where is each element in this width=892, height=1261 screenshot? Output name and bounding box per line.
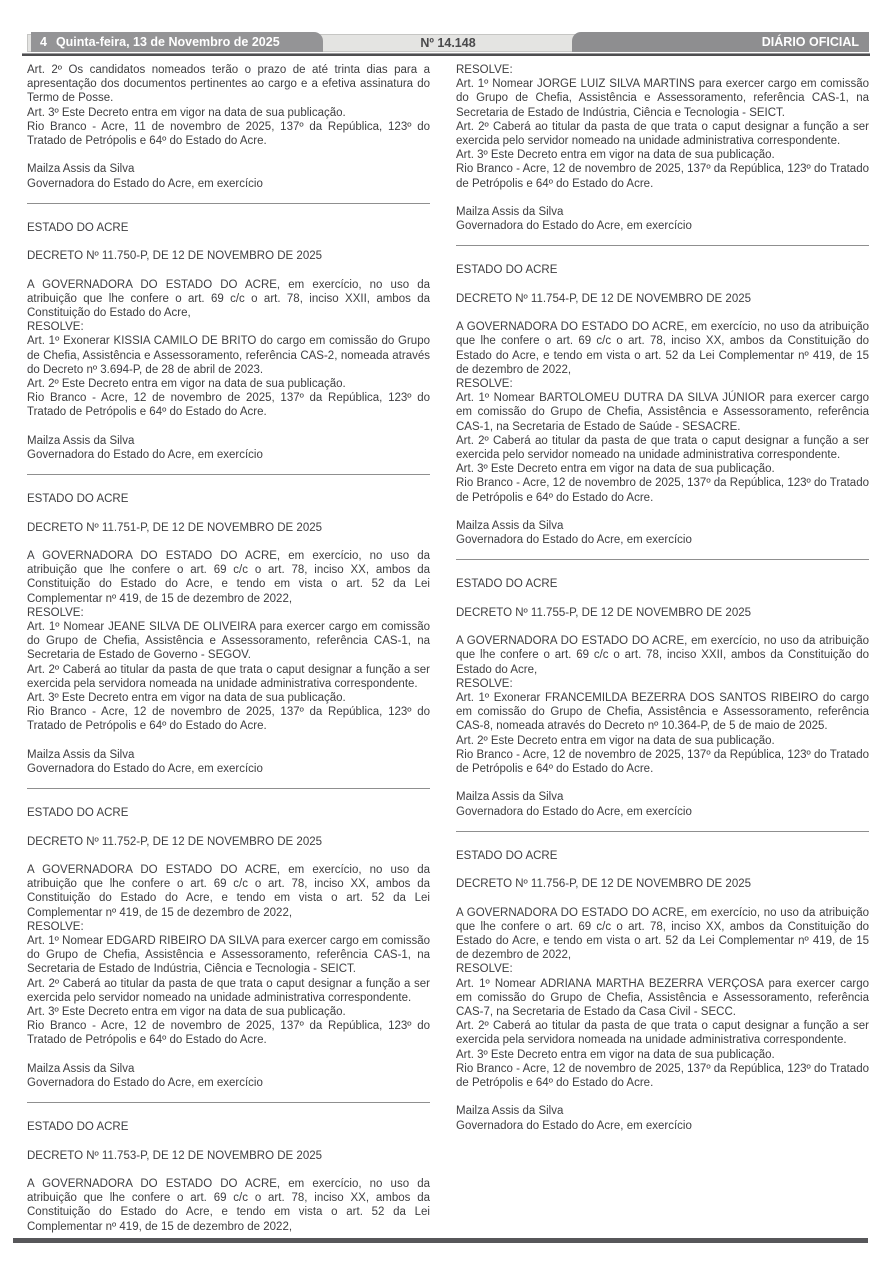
paragraph: RESOLVE: (456, 378, 513, 391)
paragraph: Art. 2º Caberá ao titular da pasta de que trata o caput designar a função a ser exercida pelo servidor nomeado na unidade administrativa correspondente. (27, 977, 430, 1004)
paragraph: Mailza Assis da Silva (456, 791, 564, 804)
paragraph-gap (27, 1134, 430, 1148)
paragraph: A GOVERNADORA DO ESTADO DO ACRE, em exercício, no uso da atribuição que lhe confere o art. 69 c/c o art. 78, inciso XXII, ambos da Constituição do Estado do Acre, (27, 278, 430, 319)
paragraph: ESTADO DO ACRE (456, 578, 558, 591)
content-columns (27, 63, 869, 1234)
paragraph: Art. 2º Caberá ao titular da pasta de que trata o caput designar a função a ser exercida pela servidora nomeada na unidade administrativa correspondente. (27, 663, 430, 690)
paragraph: RESOLVE: (456, 963, 513, 976)
paragraph: Art. 3º Este Decreto entra em vigor na data de sua publicação. (456, 1048, 775, 1061)
paragraph: DECRETO Nº 11.756-P, DE 12 DE NOVEMBRO DE 2025 (456, 878, 752, 891)
paragraph-gap (456, 306, 869, 320)
paragraph-gap (27, 506, 430, 520)
paragraph: A GOVERNADORA DO ESTADO DO ACRE, em exercício, no uso da atribuição que lhe confere o art. 69 c/c o art. 78, inciso XX, ambos da Constituição do Estado do Acre, e tendo em vista o art. 52 da Lei Complementar nº 419, de 15 de dezembro de 2022, (456, 906, 869, 962)
paragraph: ESTADO DO ACRE (27, 1121, 129, 1134)
paragraph: Mailza Assis da Silva (27, 1062, 135, 1075)
paragraph: Art. 3º Este Decreto entra em vigor na data de sua publicação. (456, 463, 775, 476)
paragraph: Governadora do Estado do Acre, em exercício (27, 763, 263, 776)
paragraph-gap (456, 1090, 869, 1104)
paragraph: RESOLVE: (27, 606, 84, 619)
paragraph: Rio Branco - Acre, 11 de novembro de 2025, 137º da República, 123º do Tratado de Petrópolis e 64º do Estado do Acre. (27, 120, 430, 148)
paragraph: Rio Branco - Acre, 12 de novembro de 2025, 137º da República, 123º do Tratado de Petrópolis e 64º do Estado do Acre. (27, 392, 430, 419)
paragraph: Art. 2º Os candidatos nomeados terão o prazo de até trinta dias para a apresentação dos documentos pertinentes ao cargo e a efetiva assinatura do Termo de Posse. (27, 64, 430, 105)
paragraph-gap (27, 263, 430, 277)
footer-rule (13, 1238, 868, 1243)
paragraph: RESOLVE: (27, 920, 84, 933)
paragraph: Rio Branco - Acre, 12 de novembro de 2025, 137º da República, 123º do Tratado de Petrópolis e 64º do Estado do Acre. (456, 163, 869, 190)
paragraph-gap (456, 278, 869, 292)
paragraph-gap (27, 849, 430, 863)
paragraph: RESOLVE: (456, 64, 513, 76)
paragraph: ESTADO DO ACRE (456, 849, 558, 862)
paragraph-gap (456, 776, 869, 790)
paragraph: Mailza Assis da Silva (456, 206, 564, 219)
paragraph: Art. 1º Nomear JORGE LUIZ SILVA MARTINS para exercer cargo em comissão do Grupo de Chefia, Assistência e Assessoramento, referência CAS-1, na Secretaria de Estado de Indústria, Ciência e Tecnologia - SEICT. (456, 78, 869, 119)
paragraph-gap (456, 891, 869, 905)
paragraph-gap (27, 420, 430, 434)
paragraph-gap (27, 734, 430, 748)
edition-number: Nº 14.148 (420, 36, 476, 50)
paragraph-gap (456, 863, 869, 877)
paragraph: Art. 1º Nomear ADRIANA MARTHA BEZERRA VERÇOSA para exercer cargo em comissão do Grupo de Chefia, Assistência e Assessoramento, referência CAS-7, na Secretaria de Estado da Casa Civil - SECC. (456, 977, 869, 1019)
paragraph: DECRETO Nº 11.750-P, DE 12 DE NOVEMBRO DE 2025 (27, 250, 323, 263)
publication-title: DIÁRIO OFICIAL (761, 35, 859, 49)
paragraph: Governadora do Estado do Acre, em exercício (27, 1077, 263, 1090)
paragraph-gap (27, 1048, 430, 1062)
masthead-title-tab (572, 32, 869, 52)
right-column (456, 63, 869, 1133)
block-separator (27, 203, 430, 204)
paragraph: Rio Branco - Acre, 12 de novembro de 2025, 137º da República, 123º do Tratado de Petrópolis e 64º do Estado do Acre. (27, 1020, 430, 1047)
paragraph: Art. 1º Nomear EDGARD RIBEIRO DA SILVA para exercer cargo em comissão do Grupo de Chefia, Assistência e Assessoramento, referência CAS-1, na Secretaria de Estado de Indústria, Ciência e Tecnologia - SEICT. (27, 935, 430, 976)
paragraph: DECRETO Nº 11.754-P, DE 12 DE NOVEMBRO DE 2025 (456, 292, 752, 305)
paragraph-gap (27, 1163, 430, 1177)
paragraph: A GOVERNADORA DO ESTADO DO ACRE, em exercício, no uso da atribuição que lhe confere o art. 69 c/c o art. 78, inciso XX, ambos da Constituição do Estado do Acre, e tendo em vista o art. 52 da Lei Complementar nº 419, de 15 de dezembro de 2022, (27, 1178, 430, 1233)
paragraph: Governadora do Estado do Acre, em exercício (27, 449, 263, 462)
paragraph: Art. 2º Este Decreto entra em vigor na data de sua publicação. (27, 378, 346, 391)
paragraph: RESOLVE: (27, 321, 84, 334)
paragraph: ESTADO DO ACRE (27, 493, 129, 506)
paragraph: A GOVERNADORA DO ESTADO DO ACRE, em exercício, no uso da atribuição que lhe confere o art. 69 c/c o art. 78, inciso XX, ambos da Constituição do Estado do Acre, e tendo em vista o art. 52 da Lei Complementar nº 419, de 15 de dezembro de 2022, (456, 321, 869, 376)
paragraph: Rio Branco - Acre, 12 de novembro de 2025, 137º da República, 123º do Tratado de Petrópolis e 64º do Estado do Acre. (456, 1062, 869, 1090)
paragraph: Governadora do Estado do Acre, em exercício (456, 534, 692, 547)
paragraph: Rio Branco - Acre, 12 de novembro de 2025, 137º da República, 123º do Tratado de Petrópolis e 64º do Estado do Acre. (456, 477, 869, 504)
paragraph-gap (456, 592, 869, 606)
paragraph: Mailza Assis da Silva (456, 520, 564, 533)
paragraph: Governadora do Estado do Acre, em exercício (456, 220, 692, 233)
paragraph: A GOVERNADORA DO ESTADO DO ACRE, em exercício, no uso da atribuição que lhe confere o art. 69 c/c o art. 78, inciso XX, ambos da Constituição do Estado do Acre, e tendo em vista o art. 52 da Lei Complementar nº 419, de 15 de dezembro de 2022, (27, 864, 430, 919)
paragraph: Art. 1º Nomear JEANE SILVA DE OLIVEIRA para exercer cargo em comissão do Grupo de Chefia, Assistência e Assessoramento, referência CAS-1, na Secretaria de Estado de Governo - SEGOV. (27, 621, 430, 662)
paragraph: A GOVERNADORA DO ESTADO DO ACRE, em exercício, no uso da atribuição que lhe confere o art. 69 c/c o art. 78, inciso XXII, ambos da Constituição do Estado do Acre, (456, 635, 869, 676)
block-separator (27, 474, 430, 475)
paragraph: ESTADO DO ACRE (456, 264, 558, 277)
masthead-date-tab (31, 32, 323, 52)
paragraph: Art. 2º Este Decreto entra em vigor na data de sua publicação. (456, 734, 775, 747)
paragraph-gap (456, 191, 869, 205)
paragraph-gap (27, 148, 430, 162)
block-separator (456, 831, 869, 832)
paragraph: Art. 1º Exonerar KISSIA CAMILO DE BRITO do cargo em comissão do Grupo de Chefia, Assistência e Assessoramento, referência CAS-2, nomeada através do Decreto nº 3.694-P, de 28 de abril de 2023. (27, 335, 430, 376)
paragraph: Art. 2º Caberá ao titular da pasta de que trata o caput designar a função a ser exercida pela servidora nomeada na unidade administrativa correspondente. (456, 1020, 869, 1047)
paragraph: Mailza Assis da Silva (456, 1105, 564, 1118)
paragraph-gap (27, 820, 430, 834)
paragraph: Mailza Assis da Silva (27, 434, 135, 447)
paragraph: Art. 3º Este Decreto entra em vigor na data de sua publicação. (27, 692, 346, 705)
paragraph-gap (27, 235, 430, 249)
paragraph-gap (456, 620, 869, 634)
paragraph: Art. 3º Este Decreto entra em vigor na data de sua publicação. (27, 106, 346, 119)
paragraph: Mailza Assis da Silva (27, 748, 135, 761)
paragraph: ESTADO DO ACRE (27, 807, 129, 820)
paragraph: DECRETO Nº 11.755-P, DE 12 DE NOVEMBRO DE 2025 (456, 606, 752, 619)
paragraph: Mailza Assis da Silva (27, 163, 135, 176)
paragraph: Art. 3º Este Decreto entra em vigor na data de sua publicação. (27, 1006, 346, 1019)
paragraph: DECRETO Nº 11.753-P, DE 12 DE NOVEMBRO DE 2025 (27, 1149, 323, 1162)
paragraph: Governadora do Estado do Acre, em exercício (27, 177, 263, 190)
paragraph: Art. 2º Caberá ao titular da pasta de que trata o caput designar a função a ser exercida pelo servidor nomeado na unidade administrativa correspondente. (456, 434, 869, 462)
paragraph: Art. 1º Nomear BARTOLOMEU DUTRA DA SILVA JÚNIOR para exercer cargo em comissão do Grupo de Chefia, Assistência e Assessoramento, referência CAS-1, na Secretaria de Estado de Saúde - SESACRE. (456, 392, 869, 433)
paragraph: Art. 1º Exonerar FRANCEMILDA BEZERRA DOS SANTOS RIBEIRO do cargo em comissão do Grupo de Chefia, Assistência e Assessoramento, referência CAS-8, nomeada através do Decreto nº 10.364-P, de 5 de maio de 2025. (456, 692, 869, 733)
block-separator (456, 245, 869, 246)
paragraph: Rio Branco - Acre, 12 de novembro de 2025, 137º da República, 123º do Tratado de Petrópolis e 64º do Estado do Acre. (27, 706, 430, 733)
paragraph: Art. 3º Este Decreto entra em vigor na data de sua publicação. (456, 149, 775, 162)
block-separator (27, 1102, 430, 1103)
paragraph: Rio Branco - Acre, 12 de novembro de 2025, 137º da República, 123º do Tratado de Petrópolis e 64º do Estado do Acre. (456, 748, 869, 776)
block-separator (27, 788, 430, 789)
paragraph: DECRETO Nº 11.752-P, DE 12 DE NOVEMBRO DE 2025 (27, 835, 323, 848)
paragraph: DECRETO Nº 11.751-P, DE 12 DE NOVEMBRO DE 2025 (27, 521, 323, 534)
paragraph: Governadora do Estado do Acre, em exercício (456, 1119, 692, 1132)
paragraph: RESOLVE: (456, 677, 513, 690)
paragraph: ESTADO DO ACRE (27, 221, 129, 234)
masthead-date: Quinta-feira, 13 de Novembro de 2025 (55, 35, 280, 49)
paragraph: Art. 2º Caberá ao titular da pasta de que trata o caput designar a função a ser exercida pelo servidor nomeado na unidade administrativa correspondente. (456, 120, 869, 148)
left-column (27, 63, 430, 1234)
paragraph-gap (456, 505, 869, 519)
paragraph: Governadora do Estado do Acre, em exercício (456, 805, 692, 818)
block-separator (456, 559, 869, 560)
paragraph-gap (27, 535, 430, 549)
page-number: 4 (40, 35, 47, 49)
masthead-rule (22, 53, 870, 56)
paragraph: A GOVERNADORA DO ESTADO DO ACRE, em exercício, no uso da atribuição que lhe confere o art. 69 c/c o art. 78, inciso XX, ambos da Constituição do Estado do Acre, e tendo em vista o art. 52 da Lei Complementar nº 419, de 15 de dezembro de 2022, (27, 550, 430, 605)
